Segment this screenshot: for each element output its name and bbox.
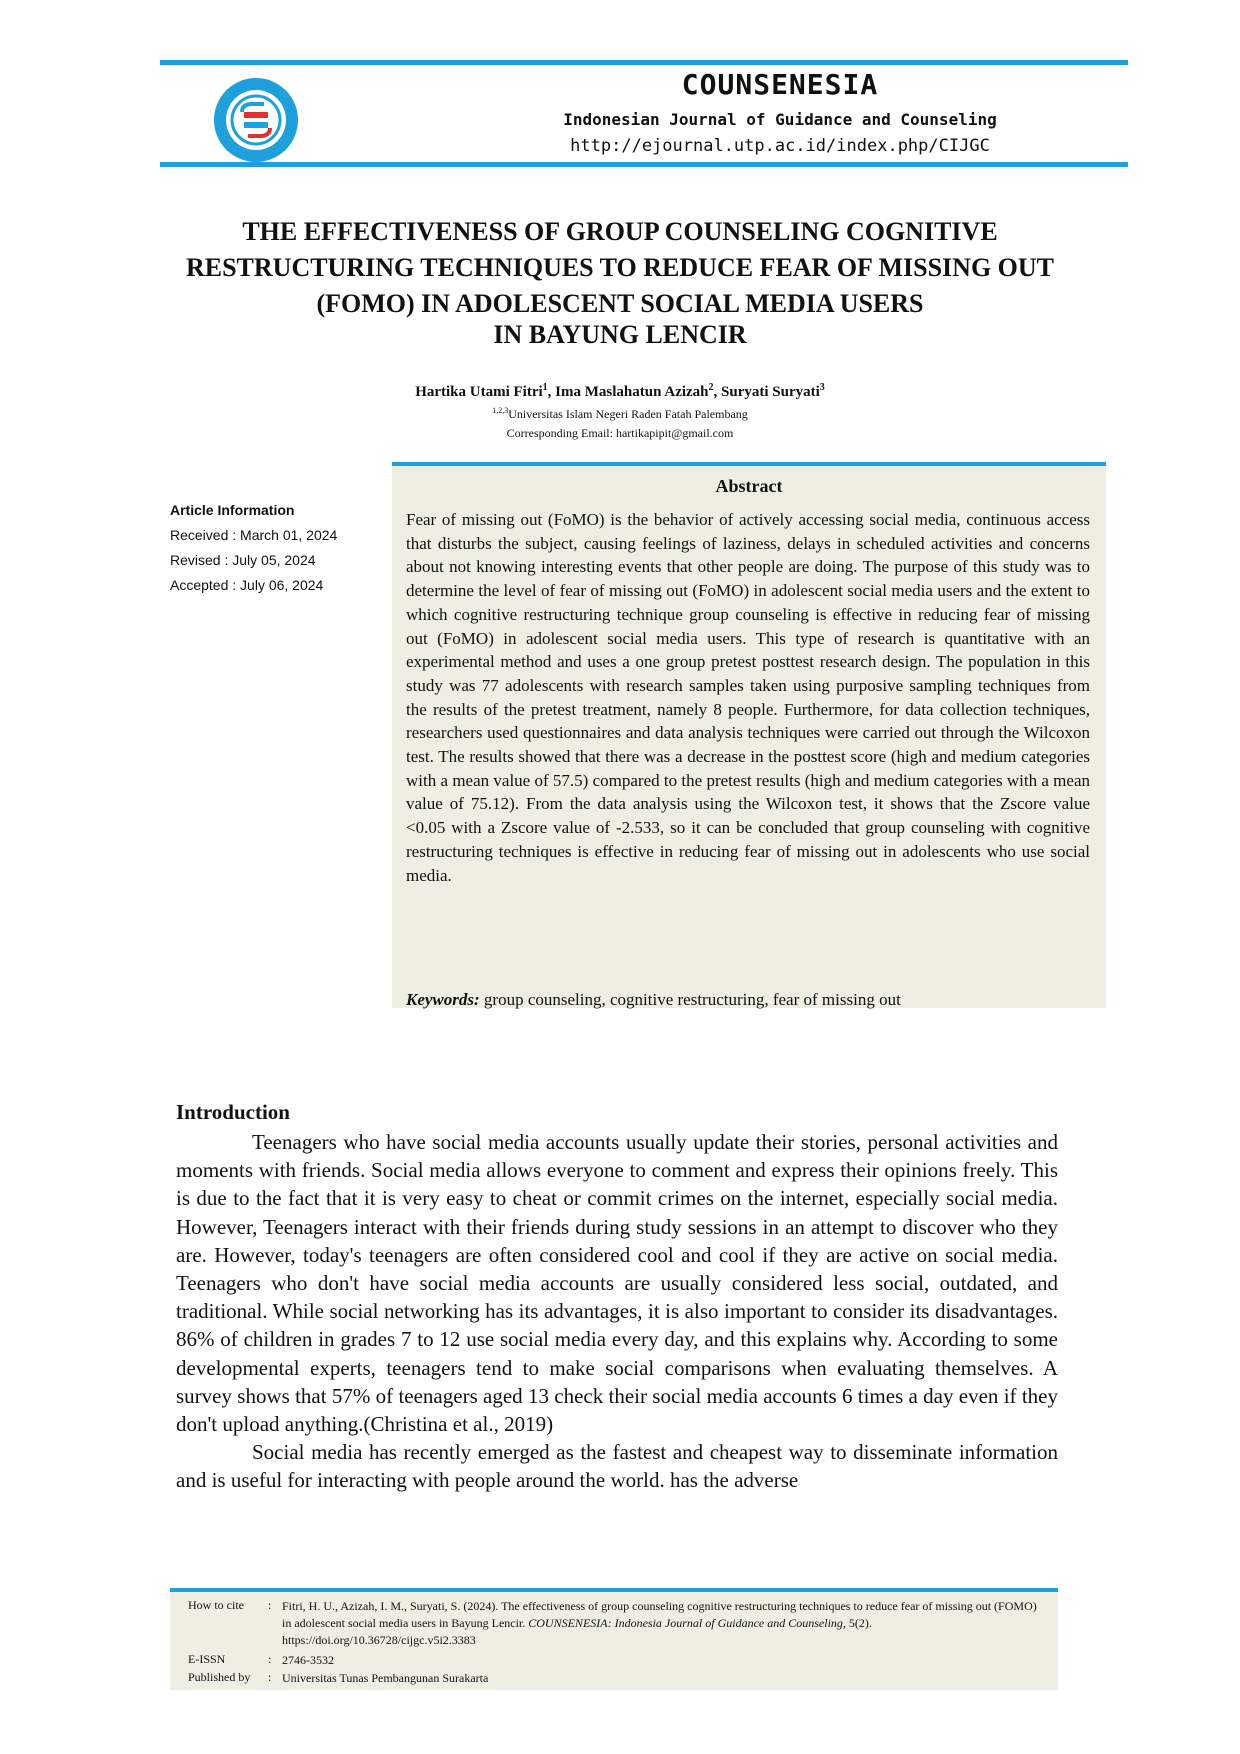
- affiliation-text: Universitas Islam Negeri Raden Fatah Palembang: [508, 407, 748, 421]
- author-list: Hartika Utami Fitri$^1$, Ima Maslahatun Azizah$^2$, Suryati Suryati$^3$: [415, 382, 825, 400]
- introduction-heading: Introduction: [176, 1100, 290, 1124]
- citation-footer: [170, 1588, 1058, 1690]
- introduction-body: [176, 1128, 1058, 1495]
- header-bottom-rule: [160, 162, 1128, 167]
- colon: :: [268, 1670, 272, 1684]
- paper-title-line2: IN BAYUNG LENCIR: [493, 320, 747, 349]
- publisher-label: Published by: [188, 1670, 251, 1684]
- accepted-date: Accepted : July 06, 2024: [170, 577, 324, 593]
- received-date: Received : March 01, 2024: [170, 527, 338, 543]
- author-name: Suryati Suryati: [721, 384, 820, 400]
- corresponding-email[interactable]: Corresponding Email: hartikapipit@gmail.com: [506, 426, 734, 440]
- colon: :: [268, 1652, 272, 1666]
- cite-tail[interactable]: 5(2). https://doi.org/10.36728/cijgc.v5i2.3383: [282, 1616, 872, 1647]
- eissn-label: E-ISSN: [188, 1652, 226, 1666]
- eissn-value: 2746-3532: [282, 1653, 334, 1667]
- cite-value: [282, 1598, 1042, 1649]
- keywords-label: Keywords:: [406, 990, 480, 1009]
- keywords-text: group counseling, cognitive restructuring, fear of missing out: [483, 990, 901, 1009]
- journal-name: COUNSENESIA: [681, 68, 879, 101]
- colon: :: [268, 1598, 272, 1612]
- cite-text: Fitri, H. U., Azizah, I. M., Suryati, S. (2024). The effectiveness of group counseling cognitive restructuring techniques to reduce fear of missing out (FOMO) in adolescent social media users in Bayung Lencir.: [282, 1599, 1037, 1630]
- affiliation-sup: 1,2,3: [492, 406, 509, 415]
- publisher-value: Universitas Tunas Pembangunan Surakarta: [282, 1671, 489, 1685]
- cite-label: How to cite: [188, 1598, 244, 1612]
- paragraph: Teenagers who have social media accounts usually update their stories, personal activities and moments with friends. Social media allows everyone to comment and express their opinions freely. This is due to the fact that it is very easy to cheat or commit crimes on the internet, especially social media. However, Teenagers interact with their friends during study sessions in an attempt to discover who they are. However, today's teenagers are often considered cool and cool if they are active on social media. Teenagers who don't have social media accounts are usually considered less social, outdated, and traditional. While social networking has its advantages, it is also important to consider its disadvantages. 86% of children in grades 7 to 12 use social media every day, and this explains why. According to some developmental experts, teenagers tend to make social comparisons when evaluating themselves. A survey shows that 57% of teenagers aged 13 check their social media accounts 6 times a day even if they don't upload anything.(Christina et al., 2019): [176, 1130, 1058, 1437]
- abstract-heading: Abstract: [715, 476, 783, 496]
- article-info-heading: Article Information: [170, 502, 295, 518]
- author-name: Hartika Utami Fitri: [415, 384, 543, 400]
- author-sup: 3: [819, 382, 825, 393]
- author-name: Ima Maslahatun Azizah: [555, 384, 709, 400]
- abstract-text: Fear of missing out (FoMO) is the behavior of actively accessing social media, continuous access that disturbs the subject, causing feelings of laziness, delays in scheduled activities and concerns about not knowing interesting events that other people are doing. The purpose of this study was to determine the level of fear of missing out (FoMO) in adolescent social media users and the extent to which cognitive restructuring technique group counseling is effective in reducing fear of missing out (FoMO) in adolescent social media users. This type of research is quantitative with an experimental method and uses a one group pretest posttest research design. The population in this study was 77 adolescents with research samples taken using purposive sampling techniques from the results of the pretest treatment, namely 8 people. Furthermore, for data collection techniques, researchers used questionnaires and data analysis techniques were carried out through the Wilcoxon test. The results showed that there was a decrease in the posttest score (high and medium categories with a mean value of 57.5) compared to the pretest results (high and medium categories with a mean value of 75.12). From the data analysis using the Wilcoxon test, it shows that the Zscore value <0.05 with a Zscore value of -2.533, so it can be concluded that group counseling with cognitive restructuring techniques is effective in reducing fear of missing out in adolescents who use social media.: [406, 510, 1090, 885]
- author-sup: 1: [542, 382, 548, 393]
- paper-title: THE EFFECTIVENESS OF GROUP COUNSELING COGNITIVE RESTRUCTURING TECHNIQUES TO REDUCE FEAR OF MISSING OUT (FOMO) IN ADOLESCENT SOCIAL MEDIA USERS: [185, 217, 1055, 318]
- header-top-rule: [160, 60, 1128, 65]
- abstract-box: [392, 462, 1106, 1008]
- journal-subtitle: Indonesian Journal of Guidance and Counseling: [563, 110, 997, 129]
- article-information: [170, 498, 370, 598]
- affiliation: [300, 406, 940, 422]
- journal-url[interactable]: http://ejournal.utp.ac.id/index.php/CIJGC: [570, 136, 990, 156]
- journal-logo-icon: [212, 76, 300, 164]
- keywords: [406, 990, 1090, 1010]
- paragraph: Social media has recently emerged as the fastest and cheapest way to disseminate information and is useful for interacting with people around the world. has the adverse: [176, 1440, 1058, 1493]
- revised-date: Revised : July 05, 2024: [170, 552, 316, 568]
- author-sup: 2: [708, 382, 714, 393]
- cite-journal: COUNSENESIA: Indonesia Journal of Guidance and Counseling,: [528, 1616, 846, 1630]
